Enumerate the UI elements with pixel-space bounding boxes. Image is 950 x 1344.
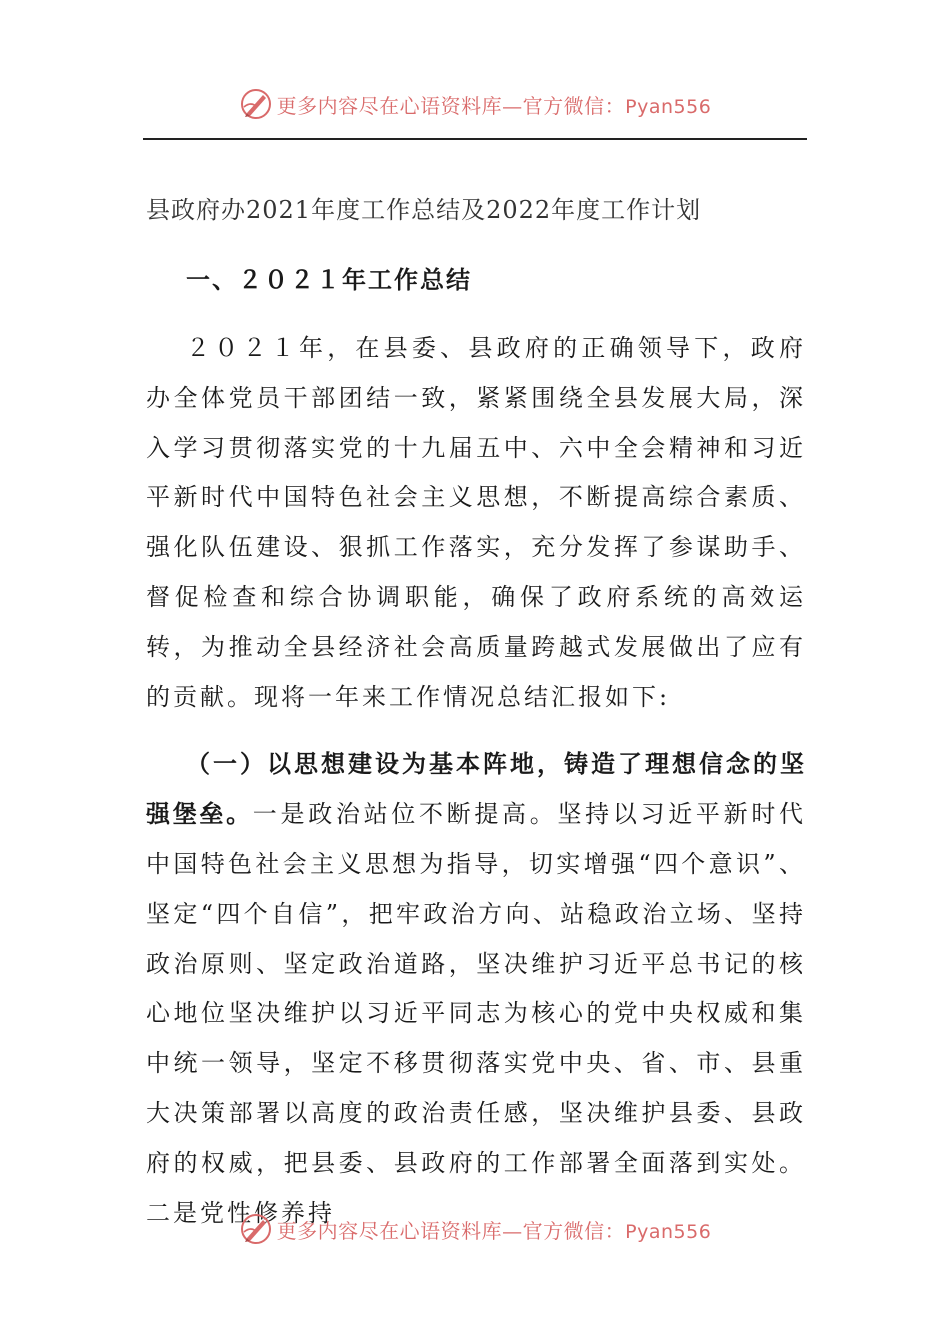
watermark-slogan: 更多内容尽在心语资料库—官方微信： (276, 1218, 626, 1243)
paragraph-ideology (146, 740, 806, 1238)
watermark-slogan: 更多内容尽在心语资料库—官方微信： (276, 93, 626, 118)
section-heading: 一、２０２１年工作总结 (186, 266, 472, 294)
paragraph-lead-heading: （一）以思想建设为基本阵地，铸造了理想信念的坚强堡垒。 (146, 750, 806, 829)
pen-logo-icon (239, 87, 273, 121)
document-title: 县政府办2021年度工作总结及2022年度工作计划 (146, 196, 702, 224)
watermark-text (277, 90, 712, 119)
header-watermark (0, 84, 950, 124)
watermark-wechat-id: Pyan556 (625, 95, 712, 118)
header-divider (143, 138, 807, 140)
footer-watermark (0, 1209, 950, 1249)
pen-logo-icon (239, 1212, 273, 1246)
watermark-wechat-id: Pyan556 (625, 1220, 712, 1243)
paragraph-intro: ２０２１年，在县委、县政府的正确领导下，政府办全体党员干部团结一致，紧紧围绕全县发展大局，深入学习贯彻落实党的十九届五中、六中全会精神和习近平新时代中国特色社会主义思想，不断提高综合素质、强化队伍建设、狠抓工作落实，充分发挥了参谋助手、督促检查和综合协调职能，确保了政府系统的高效运转，为推动全县经济社会高质量跨越式发展做出了应有的贡献。现将一年来工作情况总结汇报如下: (146, 334, 806, 711)
paragraph-body-text: 一是政治站位不断提高。坚持以习近平新时代中国特色社会主义思想为指导，切实增强“四个意识”、坚定“四个自信”，把牢政治方向、站稳政治立场、坚持政治原则、坚定政治道路，坚决维护习近平总书记的核心地位坚决维护以习近平同志为核心的党中央权威和集中统一领导，坚定不移贯彻落实党中央、省、市、县重大决策部署以高度的政治责任感，坚决维护县委、县政府的权威，把县委、县政府的工作部署全面落到实处。二是党性修养持 (146, 800, 807, 1227)
document-body (146, 184, 806, 1256)
watermark-text (277, 1215, 712, 1244)
